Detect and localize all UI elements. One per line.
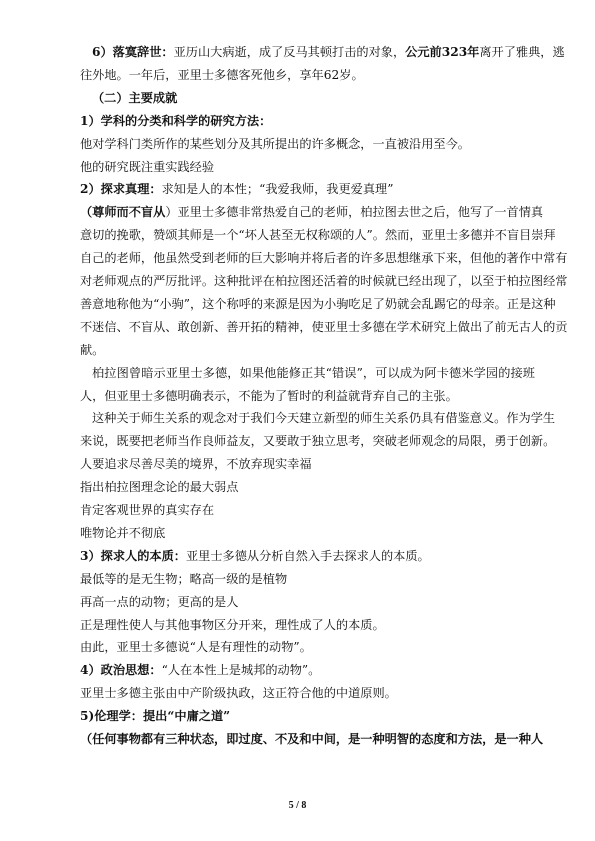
section-heading — [92, 90, 535, 106]
text-run: 亚里士多德主张由中产阶级执政，这正符合他的中道原则。 — [80, 686, 397, 701]
text-line — [80, 227, 556, 243]
text-run: 人要追求尽善尽美的境界，不放弃现实幸福 — [80, 457, 312, 472]
bold-text-run: 公元前323年 — [405, 45, 480, 59]
text-line — [92, 410, 556, 426]
bold-text-run: （二）主要成就 — [92, 90, 178, 105]
text-line — [80, 525, 535, 541]
text-run: 不迷信、不盲从、敢创新、善开拓的精神，使亚里士多德在学术研究上做出了前无古人的贡 — [80, 319, 568, 334]
text-line — [80, 342, 535, 358]
bold-text-run: 3）探求人的本质： — [80, 548, 186, 563]
text-line — [92, 44, 565, 60]
page-number: 5 / 8 — [288, 800, 307, 811]
bold-text-run: （任何事物都有三种状态，即过度、不及和中间，是一种明智的态度和方法，是一种人 — [80, 732, 544, 746]
text-run: 人，但亚里士多德明确表示，不能为了暂时的利益就背弃自己的主张。 — [80, 388, 458, 403]
text-line — [80, 273, 568, 289]
text-line — [80, 479, 535, 495]
bold-text-run: （尊师而不盲从 — [80, 205, 166, 220]
bold-text-run: 2）探求真理： — [80, 182, 162, 197]
text-line — [80, 433, 556, 449]
text-run: 最低等的是无生物；略高一级的是植物 — [80, 571, 288, 586]
text-line — [80, 136, 535, 152]
text-run: 往外地。一年后，亚里士多德客死他乡，享年62岁。 — [80, 67, 364, 82]
text-run: ）亚里士多德非常热爱自己的老师，柏拉图去世之后，他写了一首情真 — [165, 205, 544, 220]
text-run: 由此，亚里士多德说“人是有理性的动物”。 — [80, 640, 312, 655]
text-line — [80, 388, 535, 404]
text-run: 对老师观点的严厉批评。这种批评在柏拉图还活着的时候就已经出现了，以至于柏拉图经常 — [80, 274, 568, 288]
text-run: 正是理性使人与其他事物区分开来，理性成了人的本质。 — [80, 617, 385, 632]
text-line — [80, 685, 535, 701]
bold-text-run: 1）学科的分类和科学的研究方法： — [80, 113, 272, 128]
text-run: 亚里士多德从分析自然入手去探求人的本质。 — [185, 548, 430, 563]
text-run: 柏拉图曾暗示亚里士多德，如果他能修正其“错误”，可以成为阿卡德米学园的接班 — [92, 365, 535, 380]
subsection-heading — [80, 113, 535, 129]
text-run: 善意地称他为“小驹”，这个称呼的来源是因为小驹吃足了奶就会乱踢它的母亲。正是这种 — [80, 296, 556, 311]
subsection-heading — [80, 662, 535, 678]
text-line — [80, 617, 535, 633]
subsection-heading — [80, 181, 535, 197]
subsection-heading — [80, 708, 535, 724]
text-line — [80, 204, 544, 220]
text-line — [80, 502, 535, 518]
bold-text-run: 4）政治思想： — [80, 663, 162, 678]
text-run: 意切的挽歌，赞颂其师是一个“坏人甚至无权称颂的人”。然而，亚里士多德并不盲目崇拜 — [80, 228, 556, 243]
text-line — [80, 159, 535, 175]
text-run: 自己的老师，他虽然受到老师的巨大影响并将后者的许多思想继承下来，但他的著作中常有 — [80, 251, 568, 266]
text-run: 献。 — [80, 342, 105, 357]
text-run: 亚历山大病逝，成了反马其顿打击的对象， — [173, 45, 406, 59]
text-line — [80, 296, 556, 312]
text-line — [80, 571, 535, 587]
text-line — [80, 319, 568, 335]
text-run: 指出柏拉图理念论的最大弱点 — [80, 480, 239, 495]
text-line — [80, 639, 535, 655]
subsection-heading — [80, 548, 535, 564]
text-line — [80, 456, 535, 472]
bold-text-run: 6）落寞辞世： — [92, 45, 174, 59]
text-run: 来说，既要把老师当作良师益友，又要敢于独立思考，突破老师观念的局限，勇于创新。 — [80, 434, 556, 449]
text-line — [80, 731, 544, 747]
text-line — [80, 594, 535, 610]
text-run: 他对学科门类所作的某些划分及其所提出的许多概念，一直被沿用至今。 — [80, 136, 470, 151]
text-run: 肯定客观世界的真实存在 — [80, 503, 215, 517]
text-line — [92, 365, 535, 381]
text-line — [80, 67, 535, 83]
text-run: 这种关于师生关系的观念对于我们今天建立新型的师生关系仍具有借鉴意义。作为学生 — [92, 411, 556, 426]
text-run: 唯物论并不彻底 — [80, 525, 166, 540]
text-run: 离开了雅典，逃 — [479, 45, 565, 59]
bold-text-run: 5)伦理学：提出“中庸之道” — [80, 709, 231, 724]
text-run: 他的研究既注重实践经验 — [80, 159, 215, 174]
text-run: 再高一点的动物；更高的是人 — [80, 594, 239, 609]
text-line — [80, 250, 568, 266]
text-run: “人在本性上是城邦的动物”。 — [161, 663, 321, 678]
text-run: 求知是人的本性；“我爱我师，我更爱真理” — [161, 182, 394, 197]
